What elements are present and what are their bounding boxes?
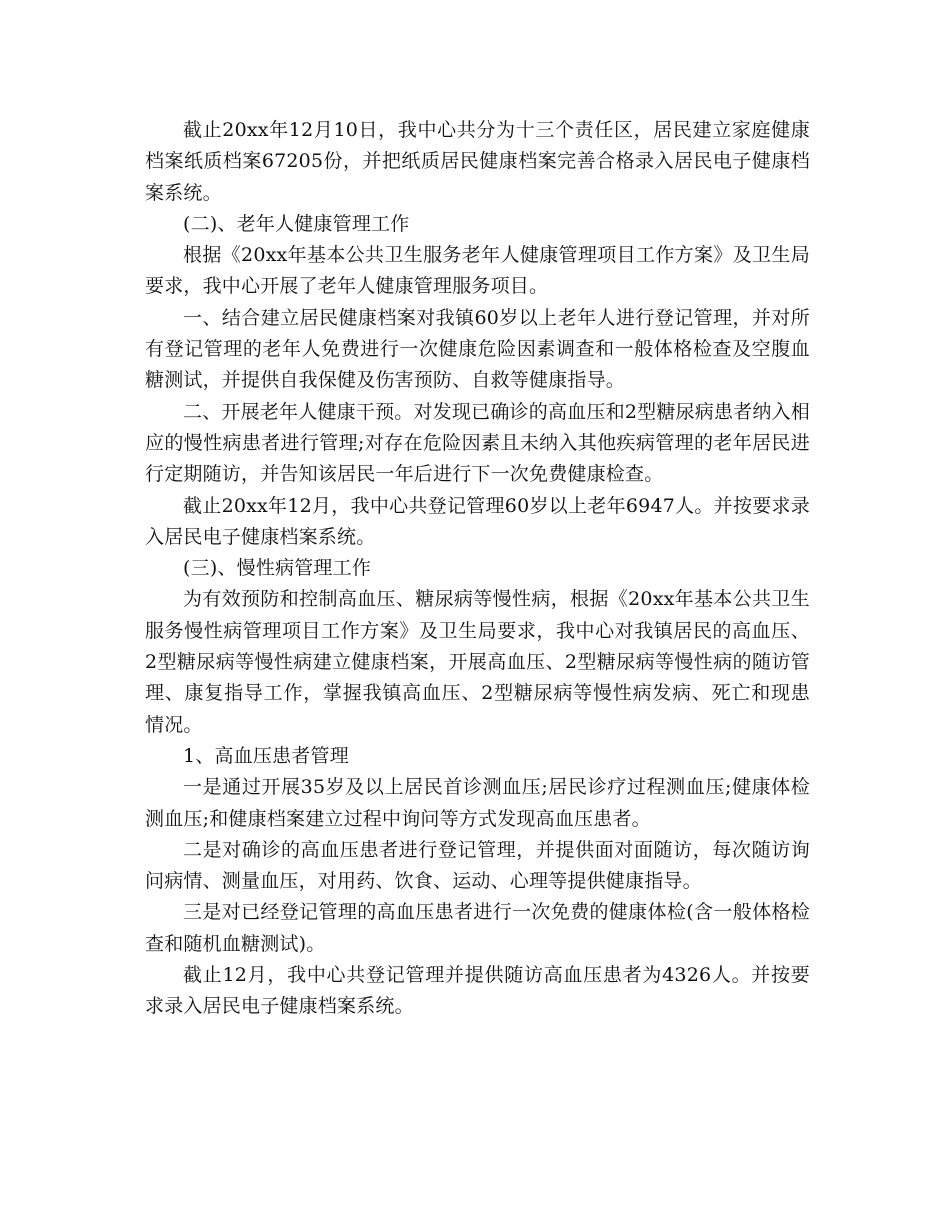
paragraph-chronic-basis: 为有效预防和控制高血压、糖尿病等慢性病，根据《20xx年基本公共卫生服务慢性病管理项目工作方案》及卫生局要求，我中心对我镇居民的高血压、2型糖尿病等慢性病建立健康档案，开展高血压、2型糖尿病等慢性病的随访管理、康复指导工作，掌握我镇高血压、2型糖尿病等慢性病发病、死亡和现患情况。 xyxy=(145,588,810,736)
section-heading-elderly: (二)、老年人健康管理工作 xyxy=(183,212,410,235)
paragraph-elderly-basis: 根据《20xx年基本公共卫生服务老年人健康管理项目工作方案》及卫生局要求，我中心开展了老年人健康管理服务项目。 xyxy=(145,244,810,298)
paragraph-archive-summary: 截止20xx年12月10日，我中心共分为十三个责任区，居民建立家庭健康档案纸质档案67205份，并把纸质居民健康档案完善合格录入居民电子健康档案系统。 xyxy=(145,119,810,204)
paragraph-hypertension-screening: 一是通过开展35岁及以上居民首诊测血压;居民诊疗过程测血压;健康体检测血压;和健康档案建立过程中询问等方式发现高血压患者。 xyxy=(145,776,810,830)
paragraph-hypertension-checkup: 三是对已经登记管理的高血压患者进行一次免费的健康体检(含一般体格检查和随机血糖测试)。 xyxy=(145,901,810,955)
document-page xyxy=(145,115,810,1023)
paragraph-elderly-registration: 一、结合建立居民健康档案对我镇60岁以上老年人进行登记管理，并对所有登记管理的老年人免费进行一次健康危险因素调查和一般体格检查及空腹血糖测试，并提供自我保健及伤害预防、自救等健康指导。 xyxy=(145,306,810,392)
paragraph-hypertension-count: 截止12月，我中心共登记管理并提供随访高血压患者为4326人。并按要求录入居民电子健康档案系统。 xyxy=(145,964,810,1018)
paragraph-elderly-intervention: 二、开展老年人健康干预。对发现已确诊的高血压和2型糖尿病患者纳入相应的慢性病患者进行管理;对存在危险因素且未纳入其他疾病管理的老年居民进行定期随访，并告知该居民一年后进行下一次免费健康检查。 xyxy=(145,400,810,486)
paragraph-elderly-count: 截止20xx年12月，我中心共登记管理60岁以上老年6947人。并按要求录入居民电子健康档案系统。 xyxy=(145,494,810,548)
subheading-hypertension: 1、高血压患者管理 xyxy=(183,744,349,767)
section-heading-chronic: (三)、慢性病管理工作 xyxy=(183,557,372,580)
paragraph-hypertension-followup: 二是对确诊的高血压患者进行登记管理，并提供面对面随访，每次随访询问病情、测量血压，对用药、饮食、运动、心理等提供健康指导。 xyxy=(145,838,810,893)
